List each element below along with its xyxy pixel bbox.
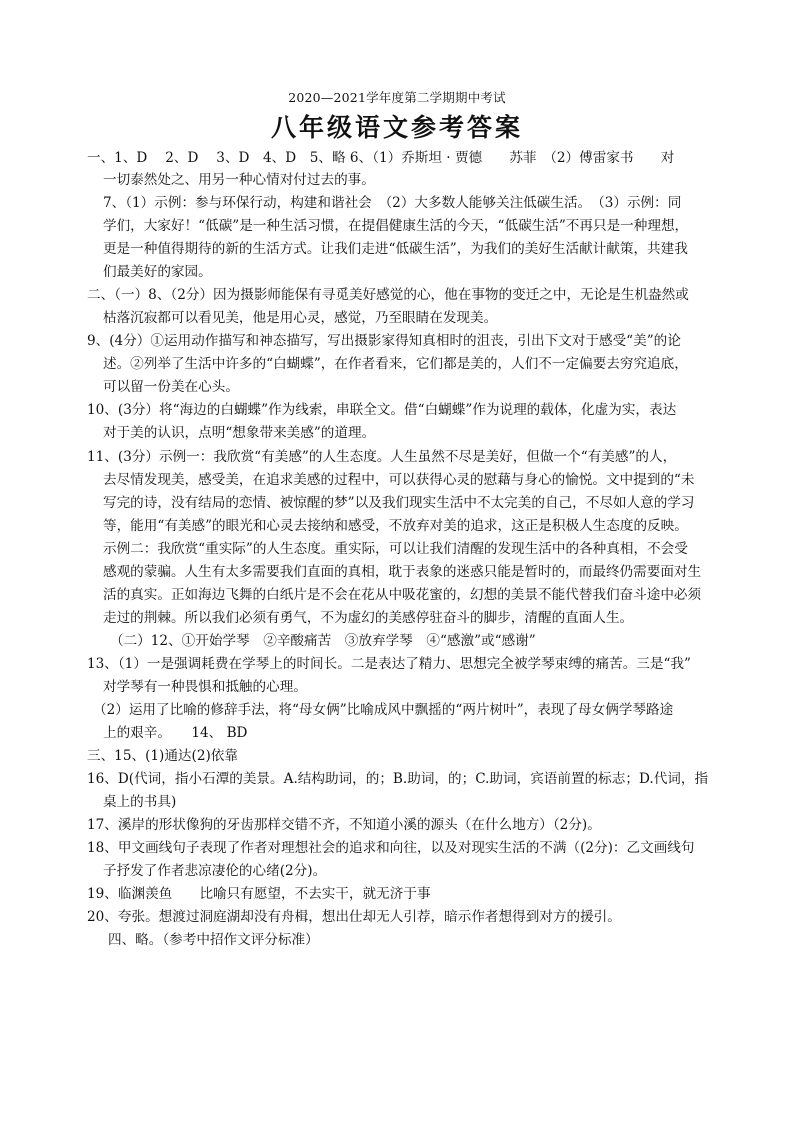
answer-line: 17、溪岸的形状像狗的牙齿那样交错不齐，不知道小溪的源头（在什么地方）（2分)。 bbox=[87, 817, 601, 833]
answer-line: 桌上的书具) bbox=[103, 794, 177, 810]
answer-line: 一、1、D 2、D 3、D 4、D 5、略 6、（1）乔斯坦 · 贾德 苏菲 （2）傅雷家书 对 bbox=[87, 150, 675, 166]
answer-line: 子抒发了作者悲凉凄伦的心绪(2分)。 bbox=[103, 863, 327, 879]
answer-line: （2）运用了比喻的修辞手法，将“母女俩”比喻成风中飘摇的“两片树叶”，表现了母女俩学琴路途 bbox=[93, 702, 674, 718]
answer-line: 上的艰辛。 14、 BD bbox=[103, 725, 248, 741]
answer-line: 感观的蒙骗。人生有太多需要我们直面的真相，耽于表象的迷惑只能是暂时的，而最终仍需要面对生 bbox=[103, 564, 702, 580]
answer-line: （二）12、①开始学琴 ②辛酸痛苦 ③放弃学琴 ④“感激”或“感谢” bbox=[110, 633, 536, 649]
answer-line: 们最美好的家园。 bbox=[103, 264, 212, 280]
answer-line: 18、甲文画线句子表现了作者对理想社会的追求和向往，以及对现实生活的不满（(2分)：乙文画线句 bbox=[87, 840, 695, 856]
answer-line: 四、略。（参考中招作文评分标准） bbox=[108, 932, 319, 948]
answer-line: 13、（1）一是强调耗费在学琴上的时间长。二是表达了精力、思想完全被学琴束缚的痛苦。三是“我” bbox=[87, 656, 691, 672]
answer-line: 可以留一份美在心头。 bbox=[103, 379, 239, 395]
answer-line: 示例二：我欣赏“重实际”的人生态度。重实际，可以让我们清醒的发现生活中的各种真相，不会受 bbox=[103, 541, 688, 557]
answer-line: 去尽情发现美，感受美，在追求美感的过程中，可以获得心灵的慰藉与身心的愉悦。文中提到的“未 bbox=[103, 472, 695, 488]
answer-line: 20、夸张。想渡过洞庭湖却没有舟楫，想出仕却无人引荐，暗示作者想得到对方的援引。 bbox=[87, 909, 621, 925]
answer-line: 7、（1）示例：参与环保行动，构建和谐社会 （2）大多数人能够关注低碳生活。 （3）示例：同 bbox=[103, 195, 682, 211]
answer-line: 走过的荆棘。所以我们必须有勇气，不为虚幻的美感停驻奋斗的脚步，清醒的直面人生。 bbox=[103, 610, 634, 626]
answer-line: 等，能用“有美感”的眼光和心灵去接纳和感受，不放弃对美的追求，这正是积极人生态度的反映。 bbox=[103, 518, 688, 534]
answer-line: 对学琴有一种畏惧和抵触的心理。 bbox=[103, 679, 307, 695]
answer-line: 更是一种值得期待的新的生活方式。让我们走进“低碳生活”，为我们的美好生活献计献策，共建我 bbox=[103, 241, 688, 257]
answer-line: 16、D(代词，指小石潭的美景。A.结构助词，的；B.助词，的；C.助词，宾语前置的标志；D.代词，指 bbox=[87, 771, 709, 787]
answer-line: 三、15、(1)通达(2)依靠 bbox=[87, 748, 238, 764]
answer-line: 19、临渊羡鱼 比喻只有愿望，不去实干，就无济于事 bbox=[87, 886, 431, 902]
answer-line: 10、(3分）将“海边的白蝴蝶”作为线索，串联全文。借“白蝴蝶”作为说理的载体，化虚为实，表达 bbox=[87, 402, 677, 418]
answer-line: 一切泰然处之、用另一种心情对付过去的事。 bbox=[103, 172, 375, 188]
answer-line: 述。②列举了生活中许多的“白蝴蝶”，在作者看来，它们都是美的，人们不一定偏要去穷究追底， bbox=[103, 356, 688, 372]
answer-line: 9、(4分）①运用动作描写和神态描写，写出摄影家得知真相时的沮丧，引出下文对于感受“美”的论 bbox=[87, 333, 681, 349]
answer-line: 活的真实。正如海边飞舞的白纸片是不会在花从中吸花蜜的，幻想的美景不能代替我们奋斗途中必须 bbox=[103, 587, 702, 603]
answer-line: 对于美的认识，点明“想象带来美感”的道理。 bbox=[103, 425, 376, 441]
answer-line: 二、（一）8、（2分）因为摄影师能保有寻觅美好感觉的心，他在事物的变迁之中，无论是生机盎然或 bbox=[87, 287, 689, 303]
answer-line: 写完的诗，没有结局的恋情、被惊醒的梦”以及我们现实生活中不太完美的自己，不尽如人意的学习 bbox=[103, 495, 695, 511]
exam-title: 2020—2021学年度第二学期期中考试 bbox=[288, 90, 506, 105]
answer-line: 枯落沉寂都可以看见美，他是用心灵，感觉，乃至眼睛在发现美。 bbox=[103, 310, 498, 326]
document-title: 八年级语文参考答案 bbox=[270, 113, 523, 142]
answer-line: 学们，大家好！“低碳”是一种生活习惯，在提倡健康生活的今天，“低碳生活”不再只是一种理想， bbox=[103, 218, 689, 234]
answer-line: 11、(3分）示例一：我欣赏“有美感”的人生态度。人生虽然不尽是美好，但做一个“有美感”的人， bbox=[87, 449, 677, 465]
